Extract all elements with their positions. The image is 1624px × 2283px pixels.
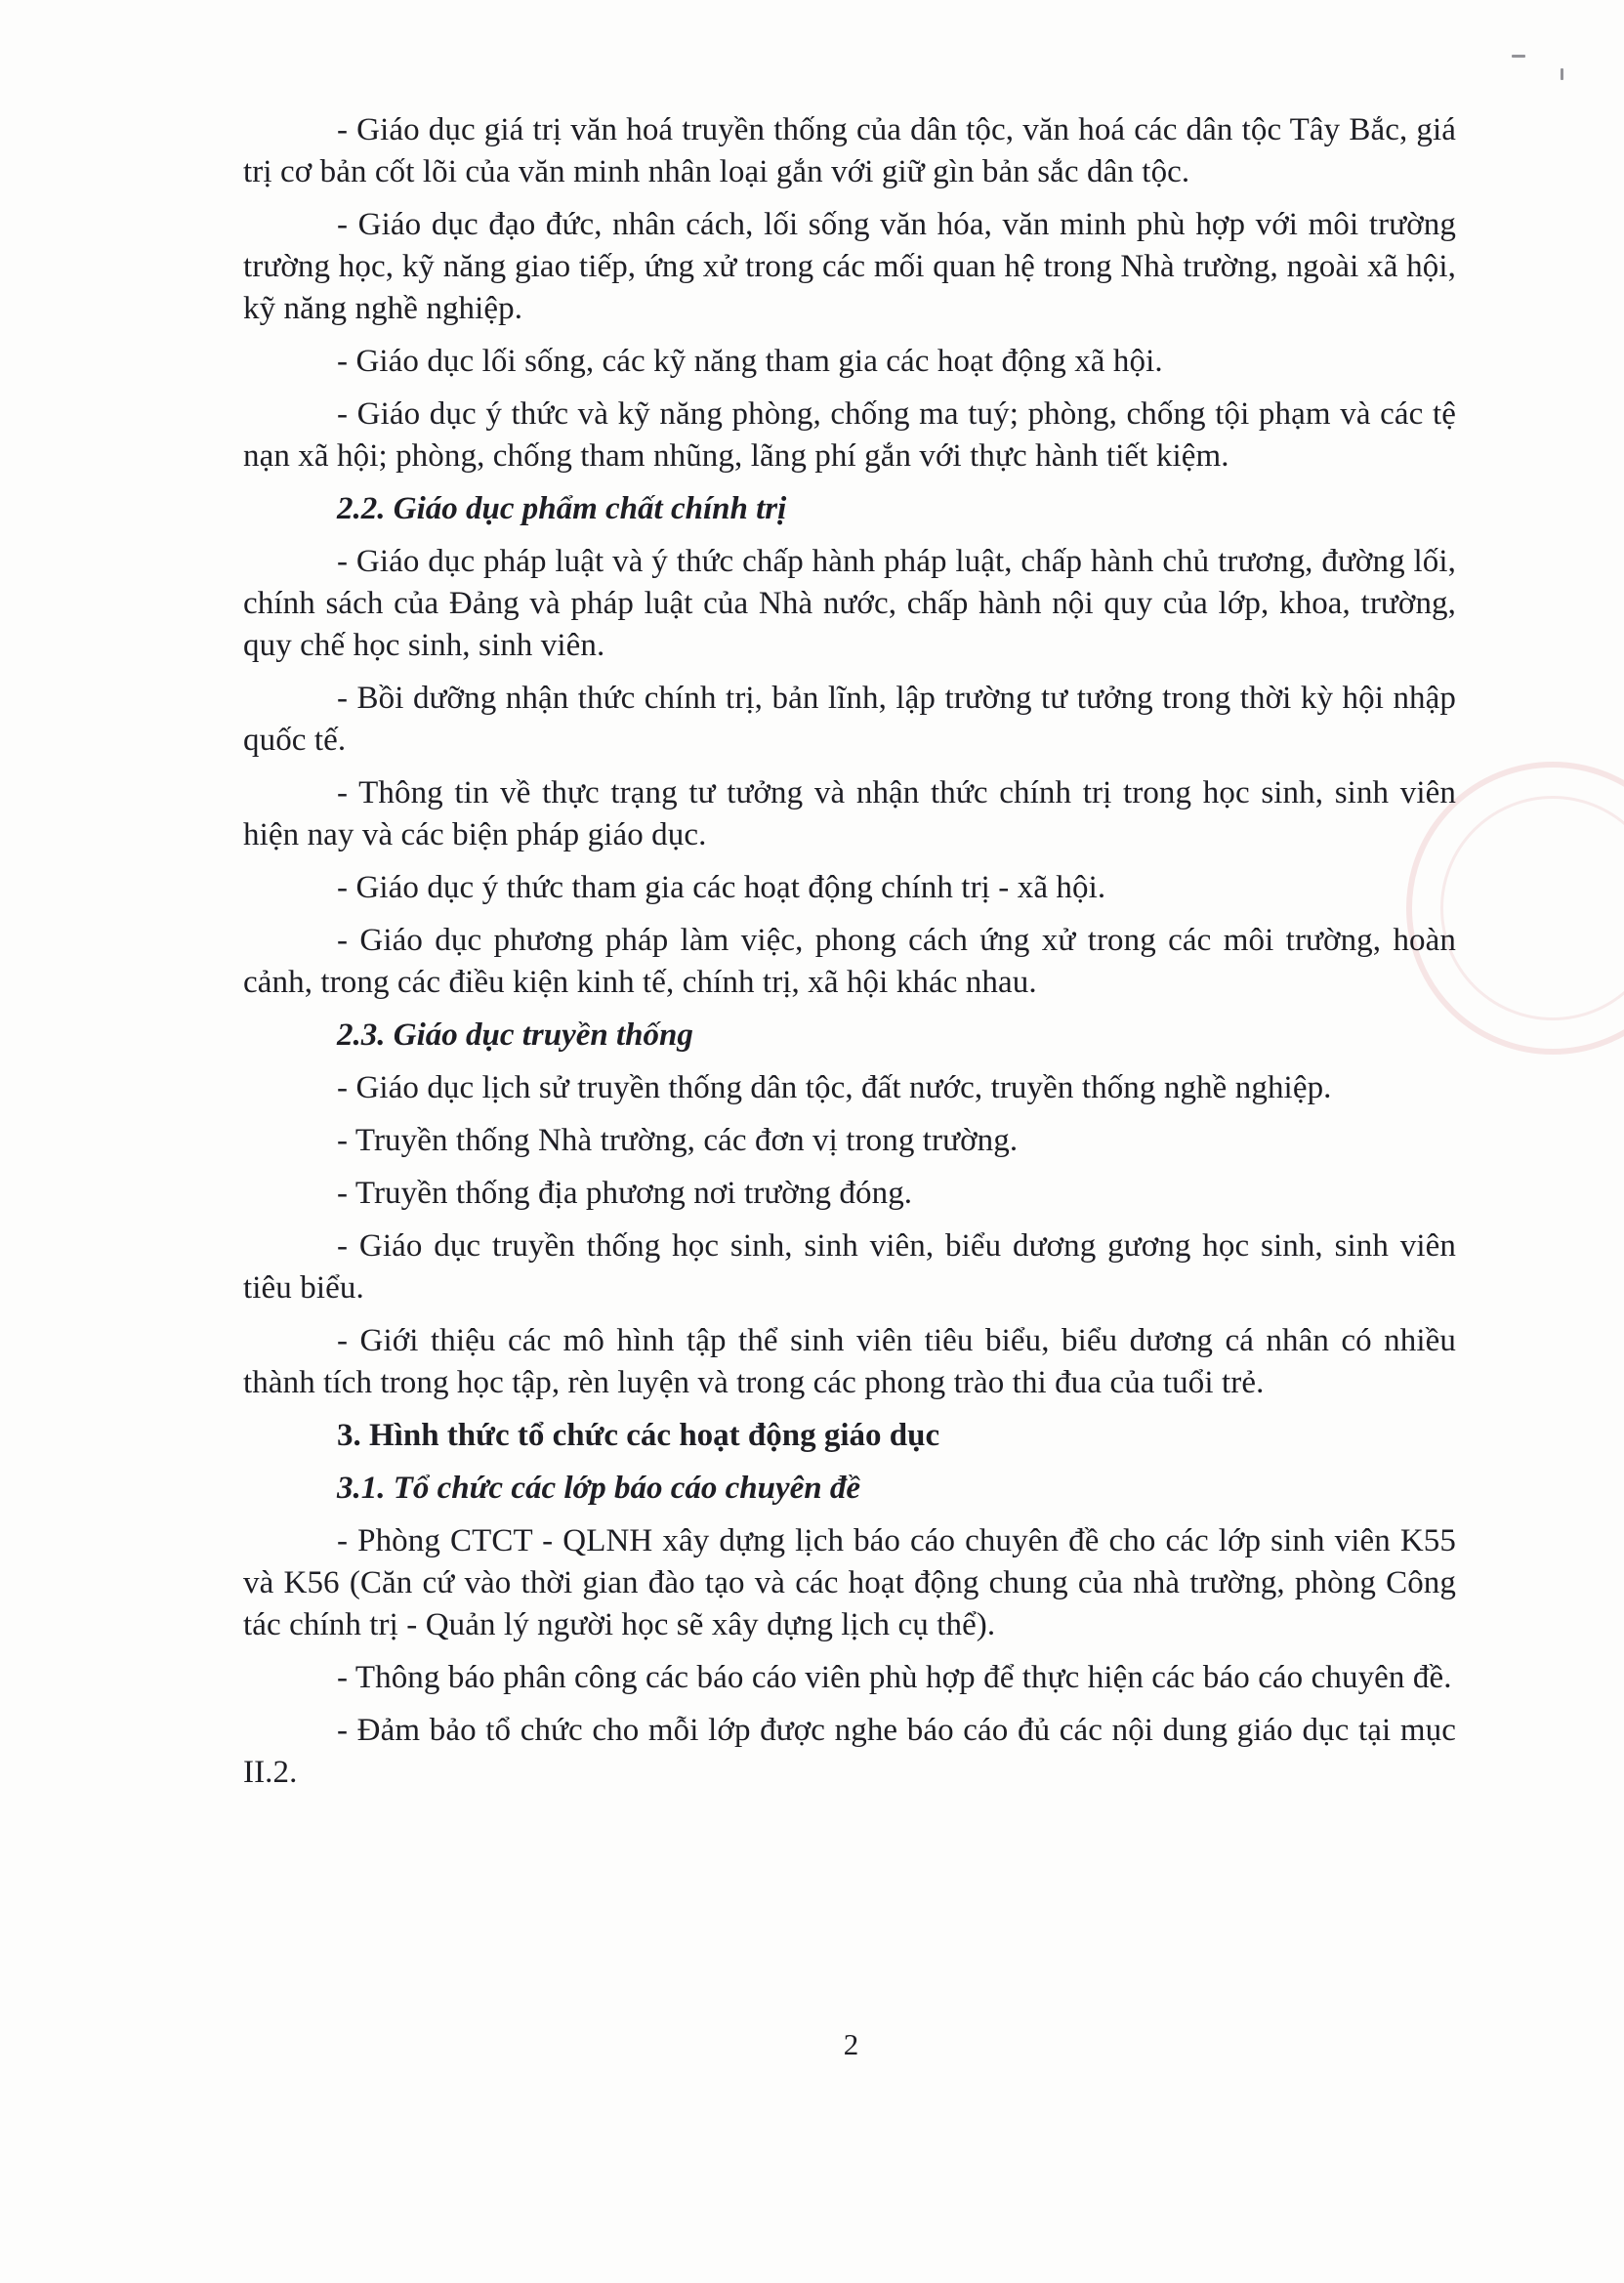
paragraph-drug-prevention: - Giáo dục ý thức và kỹ năng phòng, chống ma tuý; phòng, chống tội phạm và các tệ nạn xã hội; phòng, chống tham nhũng, lãng phí gắn với thực hành tiết kiệm. — [243, 396, 1456, 474]
paragraph-ideology-info: - Thông tin về thực trạng tư tưởng và nhận thức chính trị trong học sinh, sinh viên hiện nay và các biện pháp giáo dục. — [243, 775, 1456, 852]
section-heading-3: 3. Hình thức tổ chức các hoạt động giáo dục — [337, 1418, 940, 1453]
paragraph-local-tradition: - Truyền thống địa phương nơi trường đóng. — [337, 1176, 913, 1211]
paragraph-student-tradition: - Giáo dục truyền thống học sinh, sinh viên, biểu dương gương học sinh, sinh viên tiêu biểu. — [243, 1228, 1456, 1306]
paragraph-political-awareness: - Bồi dưỡng nhận thức chính trị, bản lĩnh, lập trường tư tưởng trong thời kỳ hội nhập quốc tế. — [243, 681, 1456, 758]
scan-speck — [1512, 55, 1525, 58]
scan-speck — [1561, 68, 1563, 80]
paragraph-lifestyle: - Giáo dục lối sống, các kỹ năng tham gia các hoạt động xã hội. — [337, 344, 1163, 379]
paragraph-schedule: - Phòng CTCT - QLNH xây dựng lịch báo cáo chuyên đề cho các lớp sinh viên K55 và K56 (Căn cứ vào thời gian đào tạo và các hoạt động chung của nhà trường, phòng Công tác chính trị - Quản lý người học sẽ xây dựng lịch cụ thể). — [243, 1523, 1456, 1642]
section-heading-2-2: 2.2. Giáo dục phẩm chất chính trị — [337, 491, 787, 526]
paragraph-model-collectives: - Giới thiệu các mô hình tập thể sinh viên tiêu biểu, biểu dương cá nhân có nhiều thành tích trong học tập, rèn luyện và trong các phong trào thi đua của tuổi trẻ. — [243, 1323, 1456, 1400]
page-number: 2 — [843, 2027, 859, 2061]
section-heading-2-3: 2.3. Giáo dục truyền thống — [337, 1017, 693, 1053]
paragraph-work-methods: - Giáo dục phương pháp làm việc, phong cách ứng xử trong các môi trường, hoàn cảnh, trong các điều kiện kinh tế, chính trị, xã hội khác nhau. — [243, 923, 1456, 1000]
paragraph-law-education: - Giáo dục pháp luật và ý thức chấp hành pháp luật, chấp hành chủ trương, đường lối, chính sách của Đảng và pháp luật của Nhà nước, chấp hành nội quy của lớp, khoa, trường, quy chế học sinh, sinh viên. — [243, 544, 1456, 663]
paragraph-cultural-values: - Giáo dục giá trị văn hoá truyền thống của dân tộc, văn hoá các dân tộc Tây Bắc, giá trị cơ bản cốt lõi của văn minh nhân loại gắn với giữ gìn bản sắc dân tộc. — [243, 112, 1456, 189]
paragraph-history: - Giáo dục lịch sử truyền thống dân tộc, đất nước, truyền thống nghề nghiệp. — [337, 1070, 1332, 1105]
paragraph-socio-political: - Giáo dục ý thức tham gia các hoạt động chính trị - xã hội. — [337, 870, 1106, 905]
paragraph-school-tradition: - Truyền thống Nhà trường, các đơn vị trong trường. — [337, 1123, 1019, 1158]
document-body — [243, 109, 1456, 1805]
section-heading-3-1: 3.1. Tổ chức các lớp báo cáo chuyên đề — [337, 1471, 861, 1506]
paragraph-content-coverage: - Đảm bảo tổ chức cho mỗi lớp được nghe báo cáo đủ các nội dung giáo dục tại mục II.2. — [243, 1713, 1456, 1790]
paragraph-speaker-assignment: - Thông báo phân công các báo cáo viên phù hợp để thực hiện các báo cáo chuyên đề. — [337, 1660, 1452, 1695]
paragraph-ethics: - Giáo dục đạo đức, nhân cách, lối sống văn hóa, văn minh phù hợp với môi trường trường học, kỹ năng giao tiếp, ứng xử trong các mối quan hệ trong Nhà trường, ngoài xã hội, kỹ năng nghề nghiệp. — [243, 207, 1456, 326]
